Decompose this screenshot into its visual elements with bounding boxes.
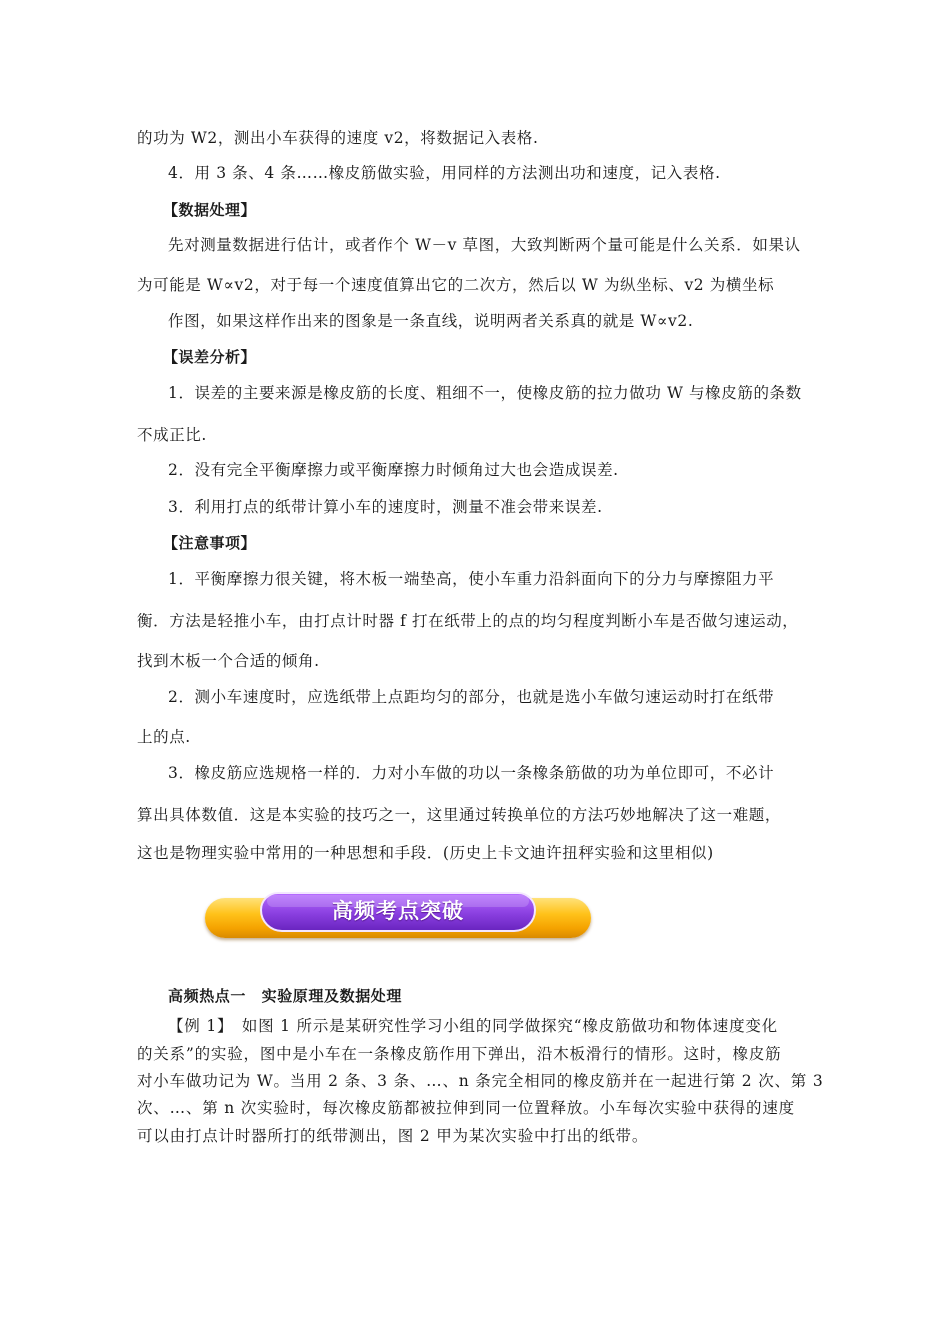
text-line: 4．用 3 条、4 条……橡皮筋做实验，用同样的方法测出功和速度，记入表格.	[168, 164, 721, 182]
text-line: 作图，如果这样作出来的图象是一条直线，说明两者关系真的就是 W∝v2.	[168, 312, 694, 330]
text-line: 这也是物理实验中常用的一种思想和手段．(历史上卡文迪许扭秤实验和这里相似)	[137, 844, 714, 862]
text-line: 1．平衡摩擦力很关键，将木板一端垫高，使小车重力沿斜面向下的分力与摩擦阻力平	[168, 570, 775, 588]
heading-notes: 【注意事项】	[163, 534, 257, 552]
text-line: 3．利用打点的纸带计算小车的速度时，测量不准会带来误差.	[168, 498, 603, 516]
text-line: 2．没有完全平衡摩擦力或平衡摩擦力时倾角过大也会造成误差.	[168, 461, 619, 479]
text-line: 的功为 W2，测出小车获得的速度 v2，将数据记入表格.	[137, 129, 539, 147]
text-line: 不成正比.	[137, 426, 207, 444]
text-line: 为可能是 W∝v2，对于每一个速度值算出它的二次方，然后以 W 为纵坐标、v2 为横坐标	[137, 276, 775, 294]
heading-data-processing: 【数据处理】	[163, 201, 257, 219]
text-line: 1．误差的主要来源是橡皮筋的长度、粗细不一，使橡皮筋的拉力做功 W 与橡皮筋的条数	[168, 384, 802, 402]
text-line: 3．橡皮筋应选规格一样的．力对小车做的功以一条橡条筋做的功为单位即可，不必计	[168, 764, 775, 782]
text-line: 找到木板一个合适的倾角.	[137, 652, 320, 670]
section-title: 高频热点一 实验原理及数据处理	[168, 987, 403, 1005]
text-line: 算出具体数值．这是本实验的技巧之一，这里通过转换单位的方法巧妙地解决了这一难题，	[137, 806, 782, 824]
text-line: 先对测量数据进行估计，或者作个 W－v 草图，大致判断两个量可能是什么关系．如果认	[168, 236, 801, 254]
example-line: 对小车做功记为 W。当用 2 条、3 条、…、n 条完全相同的橡皮筋并在一起进行第 2 次、第 3	[137, 1072, 824, 1090]
section-banner	[205, 892, 591, 940]
heading-error-analysis: 【误差分析】	[163, 348, 257, 366]
text-line: 2．测小车速度时，应选纸带上点距均匀的部分，也就是选小车做匀速运动时打在纸带	[168, 688, 775, 706]
banner-label: 高频考点突破	[332, 899, 464, 923]
example-line: 的关系”的实验，图中是小车在一条橡皮筋作用下弹出，沿木板滑行的情形。这时，橡皮筋	[137, 1045, 782, 1063]
text-line: 上的点.	[137, 728, 191, 746]
example-line: 可以由打点计时器所打的纸带测出，图 2 甲为某次实验中打出的纸带。	[137, 1127, 649, 1145]
example-line: 次、…、第 n 次实验时，每次橡皮筋都被拉伸到同一位置释放。小车每次实验中获得的速度	[137, 1099, 795, 1117]
example-line: 【例 1】 如图 1 所示是某研究性学习小组的同学做探究“橡皮筋做功和物体速度变化	[168, 1017, 778, 1035]
text-line: 衡．方法是轻推小车，由打点计时器 f 打在纸带上的点的均匀程度判断小车是否做匀速运动，	[137, 612, 799, 630]
